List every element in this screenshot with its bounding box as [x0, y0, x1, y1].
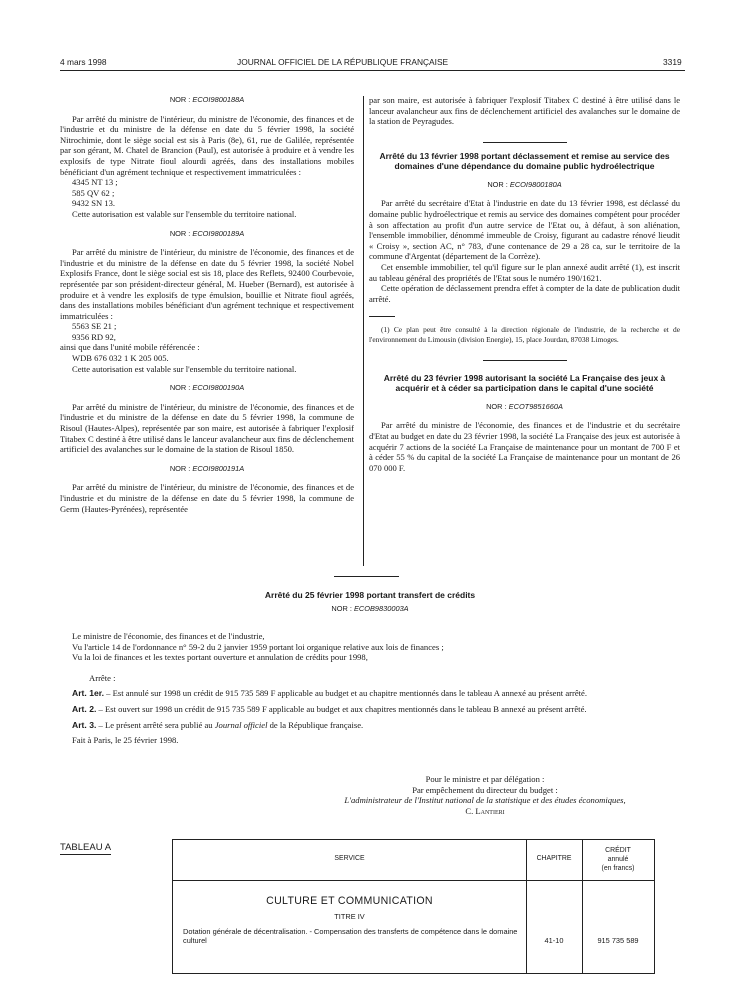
page-number: 3319 [663, 57, 682, 67]
nor-reference: NOR : ECOT9851660A [486, 401, 563, 411]
decree-paragraph: Par arrêté du ministre de l'intérieur, du ministre de l'économie, des finances et de l'industrie et du ministre de la défense en date du 5 février 1998, la commune de Risoul (Hautes-Alpes), représentée par son maire, est autorisée à fabriquer l'explosif Titabex C destiné à être utilisé dans le lanceur avalancheur aux fins de déclenchement artificiel des avalanches sur le domaine de la station de Risoul 1850. [60, 401, 354, 455]
article-1: Art. 1er. – Est annulé sur 1998 un crédit de 915 735 589 F applicable au budget et au chapitre mentionnés dans le tableau A annexé au présent arrêté. [72, 688, 588, 699]
credit-table [172, 839, 655, 974]
section-rule [483, 360, 567, 361]
registration: 5563 SE 21 ; [72, 321, 117, 332]
section-rule [334, 576, 399, 577]
registration: 9432 SN 13. [72, 198, 115, 209]
titre-heading: TITRE IV [334, 912, 365, 921]
footnote: (1) Ce plan peut être consulté à la direction régionale de l'industrie, de la recherche et de l'environnement du Limousin (division Energie), 15, place Jourdan, 87038 Limoges. [369, 325, 680, 344]
decree-title: Arrêté du 13 février 1998 portant déclassement et remise au service des domaines d'une dépendance du domaine public hydroélectrique [379, 150, 670, 171]
decree-title: Arrêté du 23 février 1998 autorisant la société La Française des jeux à acquérir et à céder sa participation dans le capital d'une société [383, 372, 666, 393]
decree-paragraph: Par arrêté du ministre de l'intérieur, du ministre de l'économie, des finances et de l'industrie et du ministre de la défense en date du 5 février 1998, la société Nobel Explosifs France, dont le siège social est sis 18, place des Reflets, 92400 Courbevoie, représentée par son président-directeur général, M. Hueber (Bernard), est autorisée à produire et à vendre les explosifs de type émulsion, bouillie et Nitrate fioul agréés, dans des installations mobiles bénéficiant d'un agrément technique et respectivement immatriculées : [60, 247, 354, 321]
validity-note: Cette autorisation est valable sur l'ensemble du territoire national. [72, 208, 297, 219]
decree-paragraph: Cet ensemble immobilier, tel qu'il figure sur le plan annexé audit arrêté (1), est inscrit au tableau général des propriétés de l'Etat sous le numéro 190/1621. [369, 261, 680, 283]
decree-paragraph: Par arrêté du ministre de l'intérieur, du ministre de l'économie, des finances et de l'industrie et du ministre de la défense en date du 5 février 1998, la commune de Germ (Hautes-Pyrénées), représentée [60, 482, 354, 514]
column-separator [363, 96, 364, 566]
nor-reference: NOR : ECOI9800180A [487, 179, 562, 189]
decree-paragraph: Par arrêté du ministre de l'économie, des finances et de l'industrie et du secrétaire d'Etat au budget en date du 23 février 1998, la société La Française des jeux est autorisée à acquérir 7 actions de la société La Française de maintenance pour un montant de 700 F et à céder 55 % du capital de la société La Française de maintenance pour un montant de 26 070 000 F. [369, 420, 680, 473]
continued-paragraph: par son maire, est autorisée à fabriquer l'explosif Titabex C destiné à être utilisé dans le lanceur avalancheur aux fins de déclenchement artificiel des avalanches sur le domaine de la station de Peyragudes. [369, 95, 680, 127]
fait-line: Fait à Paris, le 25 février 1998. [72, 735, 179, 746]
unit-reference: WDB 676 032 1 K 205 005. [72, 353, 169, 364]
decree-paragraph: Par arrêté du secrétaire d'Etat à l'industrie en date du 13 février 1998, est déclassé du domaine public hydroélectrique et remis au service des domaines compétent pour procéder à son affectation au profit d'un autre service de l'Etat ou, à défaut, à son aliénation, l'ensemble immobilier, dénommé immeuble de Croisy, figurant au cadastre rénové lieudit « Croisy », section AC, n° 783, d'une contenance de 29 a 28 ca, sur le territoire de la commune d'Argentat (département de la Corrèze). [369, 198, 680, 262]
ministry-heading: CULTURE ET COMMUNICATION [266, 895, 433, 907]
unit-intro: ainsi que dans l'unité mobile référencée : [60, 342, 200, 353]
validity-note: Cette autorisation est valable sur l'ensemble du territoire national. [72, 363, 297, 374]
nor-reference: NOR : ECOI9800190A [169, 383, 245, 393]
registration: 9356 RD 92, [72, 331, 116, 342]
header-date: 4 mars 1998 [60, 57, 107, 67]
registration: 4345 NT 13 ; [72, 177, 118, 188]
decree-paragraph: Cette opération de déclassement prendra effet à compter de la date de publication dudit arrêté. [369, 283, 680, 304]
main-decree-body [60, 631, 680, 746]
nor-reference: NOR : ECOI9800188A [169, 95, 245, 104]
left-column [60, 95, 354, 514]
table-row-chapitre: 41-10 [544, 936, 564, 945]
column-header-credit: CRÉDIT annulé (en francs) [601, 847, 635, 872]
footnote-rule [369, 316, 395, 317]
table-row-credit: 915 735 589 [597, 936, 639, 945]
nor-reference: NOR : ECOI9800189A [169, 228, 245, 238]
nor-reference: NOR : ECOI9800191A [169, 463, 245, 473]
signature-line: Par empêchement du directeur du budget : [412, 784, 558, 795]
signatory-name: C. Lantieri [465, 805, 505, 816]
header-rule [60, 70, 685, 71]
signature-line: Pour le ministre et par délégation : [425, 774, 545, 784]
journal-title: JOURNAL OFFICIEL DE LA RÉPUBLIQUE FRANÇAISE [237, 57, 449, 67]
article-3: Art. 3. – Le présent arrêté sera publié au Journal officiel de la République française. [72, 719, 364, 730]
table-label: TABLEAU A [60, 842, 112, 853]
vu-line: Vu l'article 14 de l'ordonnance n° 59-2 du 2 janvier 1959 portant loi organique relative aux lois de finances ; [72, 641, 444, 652]
table-header-rule [173, 880, 654, 881]
registration: 585 QV 62 ; [72, 187, 115, 198]
main-decree-title: Arrêté du 25 février 1998 portant transfert de crédits [264, 590, 476, 600]
table-row-label: Dotation générale de décentralisation. - Compensation des transferts de compétence dans le domaine culturel [183, 927, 518, 945]
main-nor-reference: NOR : ECOB9830003A [331, 604, 409, 613]
right-column [369, 95, 680, 473]
signature-block [290, 774, 680, 816]
signature-line: L'administrateur de l'Institut national de la statistique et des études économiques, [344, 795, 626, 806]
vu-line: Vu la loi de finances et les textes portant ouverture et annulation de crédits pour 1998, [72, 652, 368, 663]
article-2: Art. 2. – Est ouvert sur 1998 un crédit de 915 735 589 F applicable au budget et aux chapitres mentionnés dans le tableau B annexé au présent arrêté. [72, 703, 587, 714]
column-header-service: SERVICE [334, 855, 365, 862]
arrete-heading: Arrête : [89, 672, 116, 683]
minister-line: Le ministre de l'économie, des finances et de l'industrie, [72, 631, 265, 641]
section-rule [483, 142, 567, 143]
column-header-chapitre: CHAPITRE [536, 855, 572, 862]
decree-paragraph: Par arrêté du ministre de l'intérieur, du ministre de l'économie, des finances et de l'industrie et du ministre de la défense en date du 5 février 1998, la société Nitrochimie, dont le siège social est sis à Paris (8e), 61, rue de Galilée, représentée par son gérant, M. Chatel de Brancion (Paul), est autorisée à produire et à vendre les explosifs de type Nitrate fioul alourdi agréés, dans des installations mobiles bénéficiant d'un agrément technique et respectivement immatriculées : [60, 113, 354, 177]
